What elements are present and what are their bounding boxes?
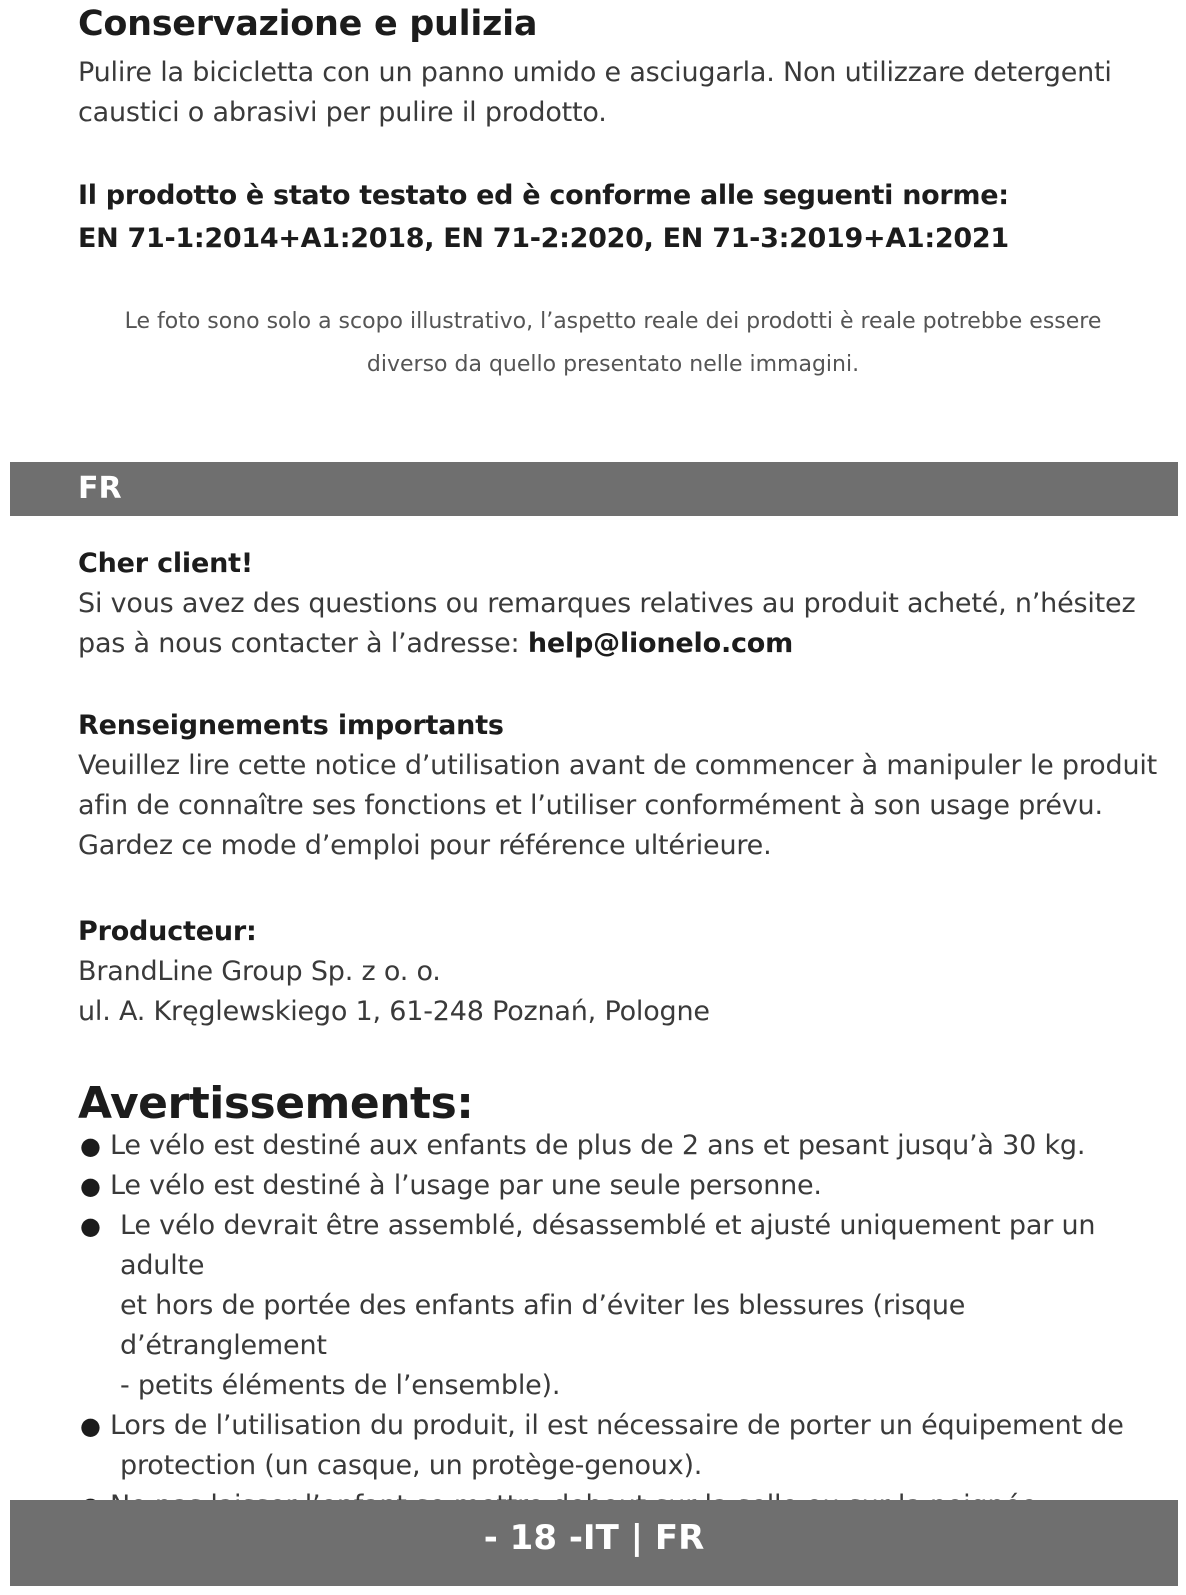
- text-line: Le foto sono solo a scopo illustrativo, l’aspetto reale dei prodotti è reale potrebbe essere: [124, 309, 1102, 334]
- language-section-bar: [10, 462, 1178, 516]
- text-line: et hors de portée des enfants afin d’éviter les blessures (risque d’étranglement: [120, 1290, 966, 1361]
- producer-heading: Producteur:: [78, 916, 257, 947]
- page-footer: [10, 1500, 1178, 1586]
- text-line: Le vélo est destiné à l’usage par une seule personne.: [110, 1170, 822, 1201]
- text-line: Pulire la bicicletta con un panno umido e asciugarla. Non utilizzare detergenti: [78, 57, 1112, 88]
- language-label: FR: [78, 471, 122, 506]
- cleaning-paragraph: [78, 53, 1168, 133]
- list-item: [78, 1126, 1178, 1166]
- text-line: Le vélo est destiné aux enfants de plus de 2 ans et pesant jusqu’à 30 kg.: [110, 1130, 1086, 1161]
- section-heading-conservazione: Conservazione e pulizia: [78, 4, 538, 44]
- text-line: Lors de l’utilisation du produit, il est nécessaire de porter un équipement de: [110, 1410, 1124, 1441]
- text-line: protection (un casque, un protège-genoux).: [120, 1450, 703, 1481]
- text-line: caustici o abrasivi per pulire il prodotto.: [78, 97, 607, 128]
- text-line: afin de connaître ses fonctions et l’utiliser conformément à son usage prévu.: [78, 790, 1103, 821]
- warnings-heading: Avertissements:: [78, 1078, 474, 1129]
- page-number: - 18 -IT | FR: [483, 1518, 705, 1558]
- producer-name: BrandLine Group Sp. z o. o.: [78, 956, 441, 987]
- warnings-list: [78, 1126, 1178, 1526]
- bullet-icon: ●: [80, 1212, 101, 1240]
- text-line: Veuillez lire cette notice d’utilisation avant de commencer à manipuler le produit: [78, 750, 1158, 781]
- client-greeting-block: [78, 544, 1168, 664]
- text-line: Le vélo devrait être assemblé, désassemblé et ajusté uniquement par un adulte: [120, 1210, 1096, 1281]
- bullet-icon: ●: [80, 1172, 101, 1200]
- contact-email-link[interactable]: help@lionelo.com: [527, 628, 794, 659]
- text-line: [78, 624, 1168, 664]
- norms-title: Il prodotto è stato testato ed è conforme alle seguenti norme:: [78, 180, 1009, 211]
- producer-address: ul. A. Kręglewskiego 1, 61-248 Poznań, Pologne: [78, 996, 710, 1027]
- list-item: [78, 1406, 1178, 1486]
- bullet-icon: ●: [80, 1132, 101, 1160]
- list-item: [78, 1206, 1178, 1406]
- text-line: Gardez ce mode d’emploi pour référence ultérieure.: [78, 830, 772, 861]
- greeting-heading: Cher client!: [78, 548, 253, 579]
- norms-list: EN 71-1:2014+A1:2018, EN 71-2:2020, EN 71-3:2019+A1:2021: [78, 223, 1009, 254]
- list-item: [78, 1166, 1178, 1206]
- important-info-block: [78, 706, 1178, 866]
- contact-prefix: pas à nous contacter à l’adresse:: [78, 628, 528, 659]
- text-line: - petits éléments de l’ensemble).: [120, 1370, 561, 1401]
- producer-block: [78, 912, 1168, 1032]
- photo-disclaimer: [78, 300, 1148, 386]
- warnings-list-wrapper: [78, 1126, 1178, 1526]
- important-heading: Renseignements importants: [78, 710, 504, 741]
- bullet-icon: ●: [80, 1412, 101, 1440]
- norms-block: [78, 174, 1009, 260]
- text-line: diverso da quello presentato nelle immagini.: [366, 352, 860, 377]
- text-line: Si vous avez des questions ou remarques relatives au produit acheté, n’hésitez: [78, 588, 1136, 619]
